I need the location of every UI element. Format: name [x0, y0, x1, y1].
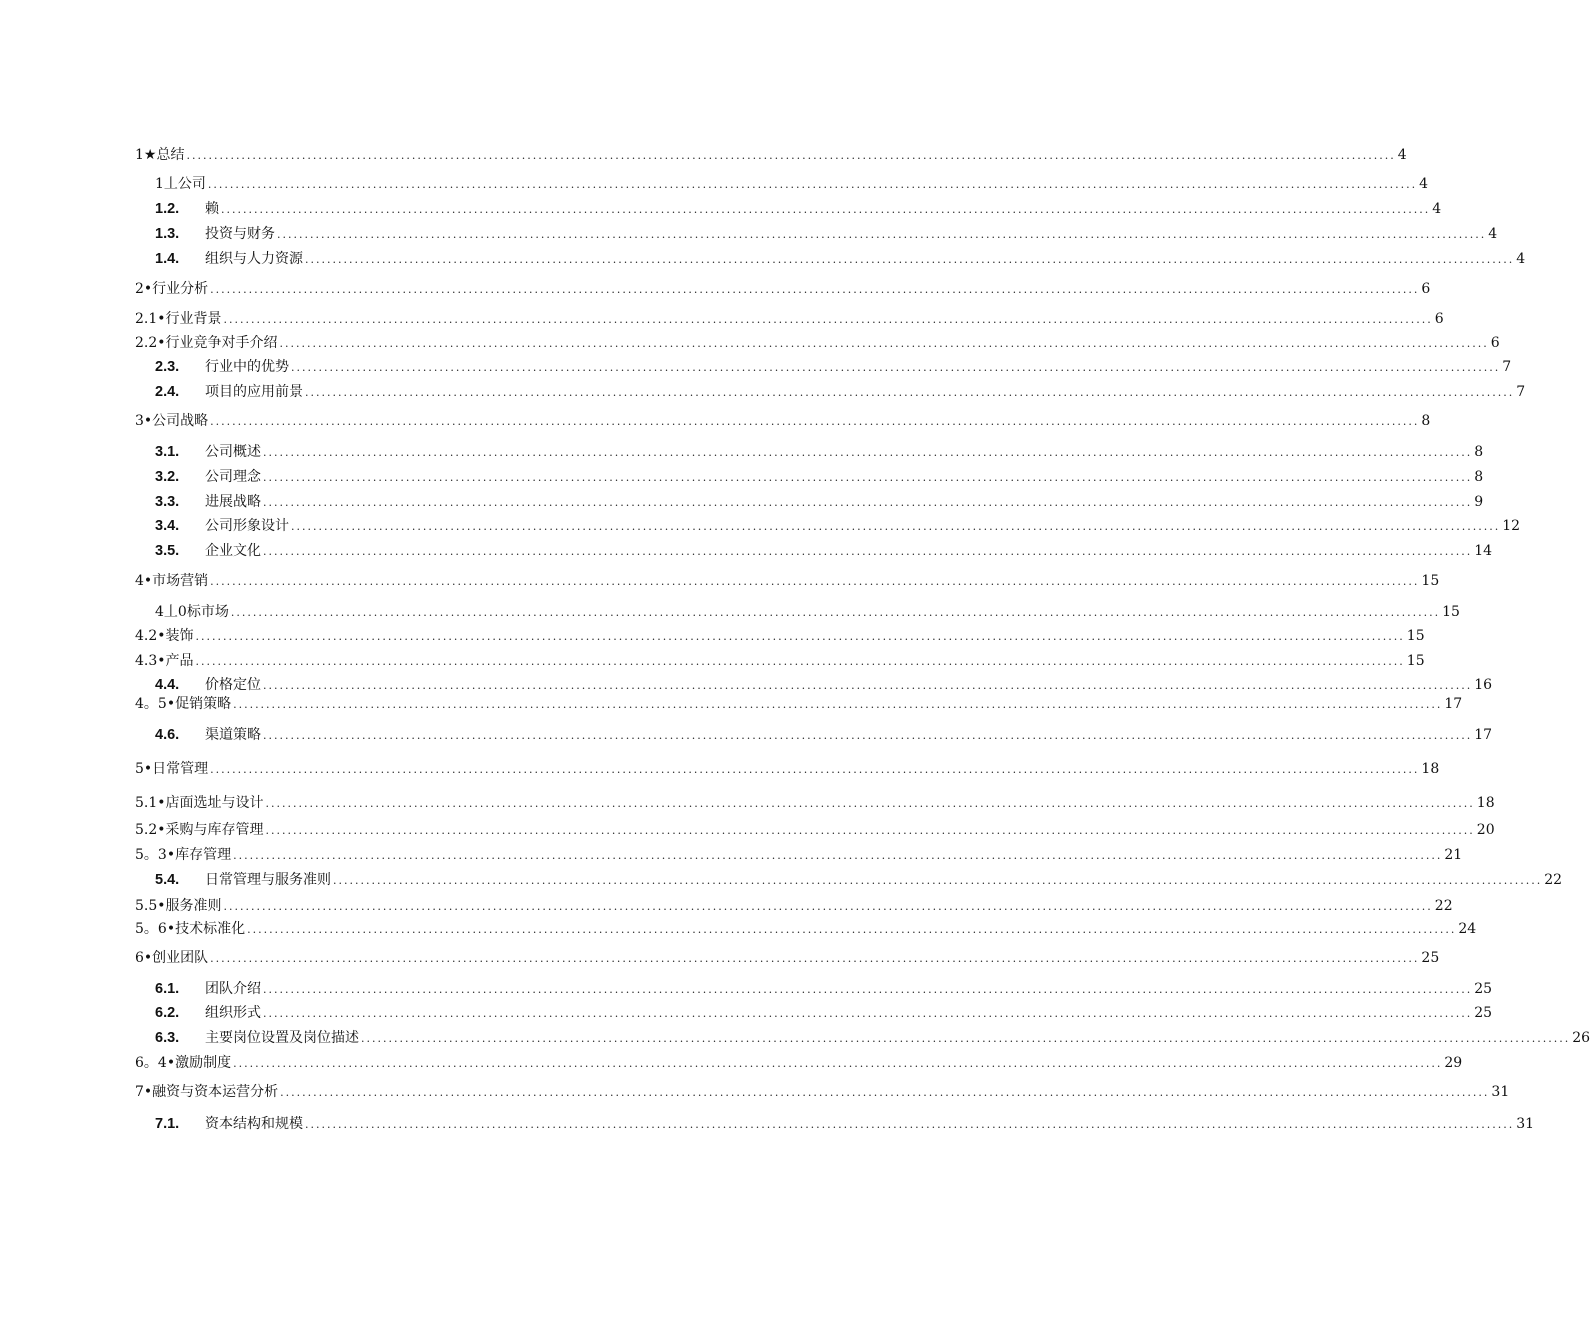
toc-dot-leader: ............................................................................................................................................................................................................................ [233, 1057, 1443, 1070]
toc-entry-number: 5。6• [135, 921, 176, 937]
toc-entry-page: 15 [1442, 604, 1460, 620]
toc-entry-title: 团队介绍 [205, 981, 261, 997]
toc-entry-number: 1.4. [155, 251, 180, 267]
toc-entry-page: 7 [1516, 384, 1526, 400]
toc-entry-page: 18 [1476, 795, 1495, 811]
toc-dot-leader: ............................................................................................................................................................................................................................ [223, 900, 1433, 913]
toc-entry[interactable] [155, 1003, 1493, 1023]
toc-entry-page: 31 [1491, 1084, 1510, 1100]
toc-dot-leader: ............................................................................................................................................................................................................................ [361, 1032, 1571, 1045]
toc-entry-title: 促销策略 [175, 696, 232, 712]
toc-entry[interactable] [135, 571, 1440, 591]
toc-entry[interactable] [155, 357, 1512, 377]
toc-entry-number: 6• [135, 950, 153, 966]
toc-entry-title: 公司 [177, 176, 206, 192]
toc-entry[interactable] [155, 1028, 1590, 1048]
toc-entry-title: 赖 [205, 201, 219, 217]
toc-entry[interactable] [155, 541, 1493, 561]
toc-entry-number: 5.5• [135, 898, 166, 914]
toc-entry-title: 价格定位 [205, 677, 261, 693]
toc-entry[interactable] [135, 694, 1463, 714]
toc-entry-page: 4 [1488, 226, 1498, 242]
toc-dot-leader: ............................................................................................................................................................................................................................ [333, 874, 1543, 887]
toc-entry-page: 25 [1474, 981, 1493, 997]
toc-entry-number: 3.5. [155, 543, 180, 559]
toc-entry-number: 4.4. [155, 677, 180, 693]
toc-entry-page: 31 [1516, 1116, 1535, 1132]
toc-entry-number: 3• [135, 413, 153, 429]
toc-entry-page: 20 [1476, 822, 1495, 838]
toc-entry[interactable] [155, 442, 1484, 462]
toc-entry-number: 6.2. [155, 1005, 180, 1021]
toc-entry[interactable] [155, 602, 1460, 622]
toc-entry-page: 21 [1444, 847, 1463, 863]
toc-entry-number: 7• [135, 1084, 153, 1100]
toc-entry-title: 日常管理 [152, 761, 209, 777]
toc-entry-number: 5.1• [135, 795, 166, 811]
toc-entry[interactable] [155, 467, 1484, 487]
toc-dot-leader: ............................................................................................................................................................................................................................ [280, 1086, 1490, 1099]
toc-entry-title: 组织形式 [205, 1005, 261, 1021]
toc-entry-number: 7.1. [155, 1116, 180, 1132]
toc-entry-number: 2.2• [135, 335, 166, 351]
toc-dot-leader: ............................................................................................................................................................................................................................ [277, 228, 1487, 241]
toc-entry-page: 17 [1474, 727, 1493, 743]
toc-entry-number: 2.3. [155, 359, 180, 375]
toc-entry[interactable] [135, 1082, 1510, 1102]
toc-entry-number: 5。3• [135, 847, 176, 863]
toc-dot-leader: ............................................................................................................................................................................................................................ [265, 824, 1475, 837]
toc-dot-leader: ............................................................................................................................................................................................................................ [210, 283, 1420, 296]
toc-entry-number: 5• [135, 761, 153, 777]
toc-entry-page: 9 [1474, 494, 1484, 510]
toc-dot-leader: ............................................................................................................................................................................................................................ [279, 337, 1489, 350]
toc-dot-leader: ............................................................................................................................................................................................................................ [305, 1118, 1515, 1131]
toc-entry-page: 22 [1544, 872, 1563, 888]
toc-entry-title: 组织与人力资源 [205, 251, 303, 267]
toc-entry-page: 25 [1474, 1005, 1493, 1021]
toc-entry-number: 4丄 [155, 604, 178, 620]
toc-entry-page: 18 [1421, 761, 1440, 777]
toc-entry-title: 主要岗位设置及岗位描述 [205, 1030, 359, 1046]
toc-entry-page: 24 [1458, 921, 1477, 937]
toc-entry-page: 15 [1406, 653, 1425, 669]
toc-entry[interactable] [155, 492, 1484, 512]
toc-entry[interactable] [135, 820, 1495, 840]
toc-entry-page: 4 [1432, 201, 1442, 217]
toc-dot-leader: ............................................................................................................................................................................................................................ [210, 952, 1420, 965]
toc-dot-leader: ............................................................................................................................................................................................................................ [305, 386, 1515, 399]
toc-entry[interactable] [135, 411, 1431, 431]
toc-entry-page: 17 [1444, 696, 1463, 712]
toc-entry-number: 1丄 [155, 176, 178, 192]
toc-entry-page: 6 [1421, 281, 1431, 297]
toc-entry-number: 3.2. [155, 469, 180, 485]
toc-entry-title: 日常管理与服务准则 [205, 872, 331, 888]
toc-dot-leader: ............................................................................................................................................................................................................................ [210, 575, 1420, 588]
toc-entry-page: 4 [1397, 147, 1407, 163]
toc-entry-page: 22 [1434, 898, 1453, 914]
toc-entry-title: 总结 [156, 147, 185, 163]
toc-entry-title: 店面选址与设计 [165, 795, 264, 811]
toc-entry[interactable] [135, 1053, 1463, 1073]
toc-entry-number: 4.2• [135, 628, 166, 644]
toc-entry-number: 2.1• [135, 311, 166, 327]
toc-entry[interactable] [155, 1114, 1535, 1134]
toc-entry[interactable] [155, 516, 1521, 536]
toc-dot-leader: ............................................................................................................................................................................................................................ [210, 415, 1420, 428]
toc-entry-title: 企业文化 [205, 543, 261, 559]
toc-entry-title: 服务准则 [165, 898, 222, 914]
toc-entry[interactable] [155, 675, 1493, 695]
toc-entry-title: 渠道策略 [205, 727, 261, 743]
toc-entry[interactable] [135, 626, 1425, 646]
toc-dot-leader: ............................................................................................................................................................................................................................ [247, 923, 1457, 936]
toc-entry-title: 公司战略 [152, 413, 209, 429]
toc-entry-page: 26 [1572, 1030, 1590, 1046]
toc-dot-leader: ............................................................................................................................................................................................................................ [263, 545, 1473, 558]
toc-dot-leader: ............................................................................................................................................................................................................................ [233, 698, 1443, 711]
toc-dot-leader: ............................................................................................................................................................................................................................ [233, 849, 1443, 862]
toc-entry-number: 4.6. [155, 727, 180, 743]
toc-dot-leader: ............................................................................................................................................................................................................................ [263, 471, 1473, 484]
toc-entry[interactable] [155, 979, 1493, 999]
toc-entry-page: 16 [1474, 677, 1493, 693]
toc-dot-leader: ............................................................................................................................................................................................................................ [221, 203, 1431, 216]
toc-entry-number: 4.3• [135, 653, 166, 669]
toc-entry-page: 6 [1434, 311, 1444, 327]
toc-entry[interactable] [135, 845, 1463, 865]
toc-entry-title: 项目的应用前景 [205, 384, 303, 400]
toc-entry-page: 4 [1516, 251, 1526, 267]
toc-entry-title: 行业竞争对手介绍 [165, 335, 278, 351]
toc-dot-leader: ............................................................................................................................................................................................................................ [207, 178, 1418, 191]
toc-dot-leader: ............................................................................................................................................................................................................................ [263, 446, 1473, 459]
toc-entry-title: 技术标准化 [175, 921, 246, 937]
toc-entry-title: 公司概述 [205, 444, 261, 460]
toc-entry-title: 行业背景 [165, 311, 222, 327]
toc-entry[interactable] [135, 919, 1477, 939]
toc-entry[interactable] [135, 793, 1495, 813]
toc-entry[interactable] [135, 651, 1425, 671]
toc-dot-leader: ............................................................................................................................................................................................................................ [223, 313, 1433, 326]
toc-entry-number: 6。4• [135, 1055, 176, 1071]
toc-dot-leader: ............................................................................................................................................................................................................................ [230, 606, 1441, 619]
toc-entry[interactable] [155, 174, 1429, 194]
toc-entry-title: 市场营销 [152, 573, 209, 589]
toc-dot-leader: ............................................................................................................................................................................................................................ [291, 520, 1501, 533]
toc-entry-page: 4 [1419, 176, 1429, 192]
toc-dot-leader: ............................................................................................................................................................................................................................ [195, 655, 1405, 668]
toc-entry-title: 进展战略 [205, 494, 261, 510]
toc-dot-leader: ............................................................................................................................................................................................................................ [291, 361, 1501, 374]
toc-dot-leader: ............................................................................................................................................................................................................................ [305, 253, 1515, 266]
toc-entry-number: 6.1. [155, 981, 180, 997]
toc-entry-page: 29 [1444, 1055, 1463, 1071]
toc-entry-title: 装饰 [165, 628, 194, 644]
toc-dot-leader: ............................................................................................................................................................................................................................ [263, 983, 1473, 996]
toc-entry-title: 资本结构和规模 [205, 1116, 303, 1132]
toc-entry[interactable] [135, 948, 1440, 968]
toc-entry-page: 15 [1421, 573, 1440, 589]
toc-entry-page: 15 [1406, 628, 1425, 644]
toc-entry-number: 4• [135, 573, 153, 589]
toc-entry-title: 公司理念 [205, 469, 261, 485]
toc-entry-title: 库存管理 [175, 847, 232, 863]
toc-entry-page: 12 [1502, 518, 1521, 534]
toc-entry[interactable] [155, 725, 1493, 745]
toc-entry-title: 采购与库存管理 [165, 822, 264, 838]
toc-entry-title: 产品 [165, 653, 194, 669]
toc-entry-number: 5.4. [155, 872, 180, 888]
toc-entry[interactable] [135, 333, 1500, 353]
toc-entry-number: 2.4. [155, 384, 180, 400]
toc-entry[interactable] [135, 759, 1440, 779]
toc-entry-number: 5.2• [135, 822, 166, 838]
toc-dot-leader: ............................................................................................................................................................................................................................ [263, 679, 1473, 692]
toc-dot-leader: ............................................................................................................................................................................................................................ [210, 763, 1420, 776]
toc-dot-leader: ............................................................................................................................................................................................................................ [186, 149, 1396, 162]
toc-entry[interactable] [155, 224, 1498, 244]
toc-entry[interactable] [135, 309, 1444, 329]
toc-entry[interactable] [155, 870, 1563, 890]
toc-entry-page: 14 [1474, 543, 1493, 559]
toc-entry-title: 行业分析 [152, 281, 209, 297]
toc-entry-title: 激励制度 [175, 1055, 232, 1071]
toc-entry-number: 4。5• [135, 696, 176, 712]
toc-entry-title: 公司形象设计 [205, 518, 289, 534]
toc-entry-number: 1.2. [155, 201, 180, 217]
toc-entry[interactable] [155, 249, 1526, 269]
toc-dot-leader: ............................................................................................................................................................................................................................ [195, 630, 1405, 643]
toc-dot-leader: ............................................................................................................................................................................................................................ [265, 797, 1475, 810]
toc-entry-title: 行业中的优势 [205, 359, 289, 375]
toc-entry-number: 3.1. [155, 444, 180, 460]
toc-entry-number: 1.3. [155, 226, 180, 242]
toc-dot-leader: ............................................................................................................................................................................................................................ [263, 1007, 1473, 1020]
toc-entry-page: 7 [1502, 359, 1512, 375]
toc-entry-title: 0标市场 [177, 604, 229, 620]
toc-entry-page: 8 [1474, 469, 1484, 485]
toc-entry-page: 6 [1490, 335, 1500, 351]
toc-entry-page: 8 [1474, 444, 1484, 460]
toc-entry[interactable] [155, 382, 1526, 402]
toc-entry-title: 融资与资本运营分析 [152, 1084, 279, 1100]
toc-entry-number: 3.4. [155, 518, 180, 534]
toc-entry-number: 2• [135, 281, 153, 297]
toc-dot-leader: ............................................................................................................................................................................................................................ [263, 496, 1473, 509]
toc-entry-number: 1★ [135, 147, 157, 163]
toc-entry-page: 25 [1421, 950, 1440, 966]
toc-entry-title: 投资与财务 [205, 226, 275, 242]
toc-entry-title: 创业团队 [152, 950, 209, 966]
toc-entry[interactable] [135, 896, 1453, 916]
toc-entry[interactable] [135, 145, 1407, 165]
toc-entry-number: 3.3. [155, 494, 180, 510]
toc-dot-leader: ............................................................................................................................................................................................................................ [263, 729, 1473, 742]
toc-entry[interactable] [155, 199, 1442, 219]
toc-entry-number: 6.3. [155, 1030, 180, 1046]
toc-entry-page: 8 [1421, 413, 1431, 429]
toc-entry[interactable] [135, 279, 1431, 299]
